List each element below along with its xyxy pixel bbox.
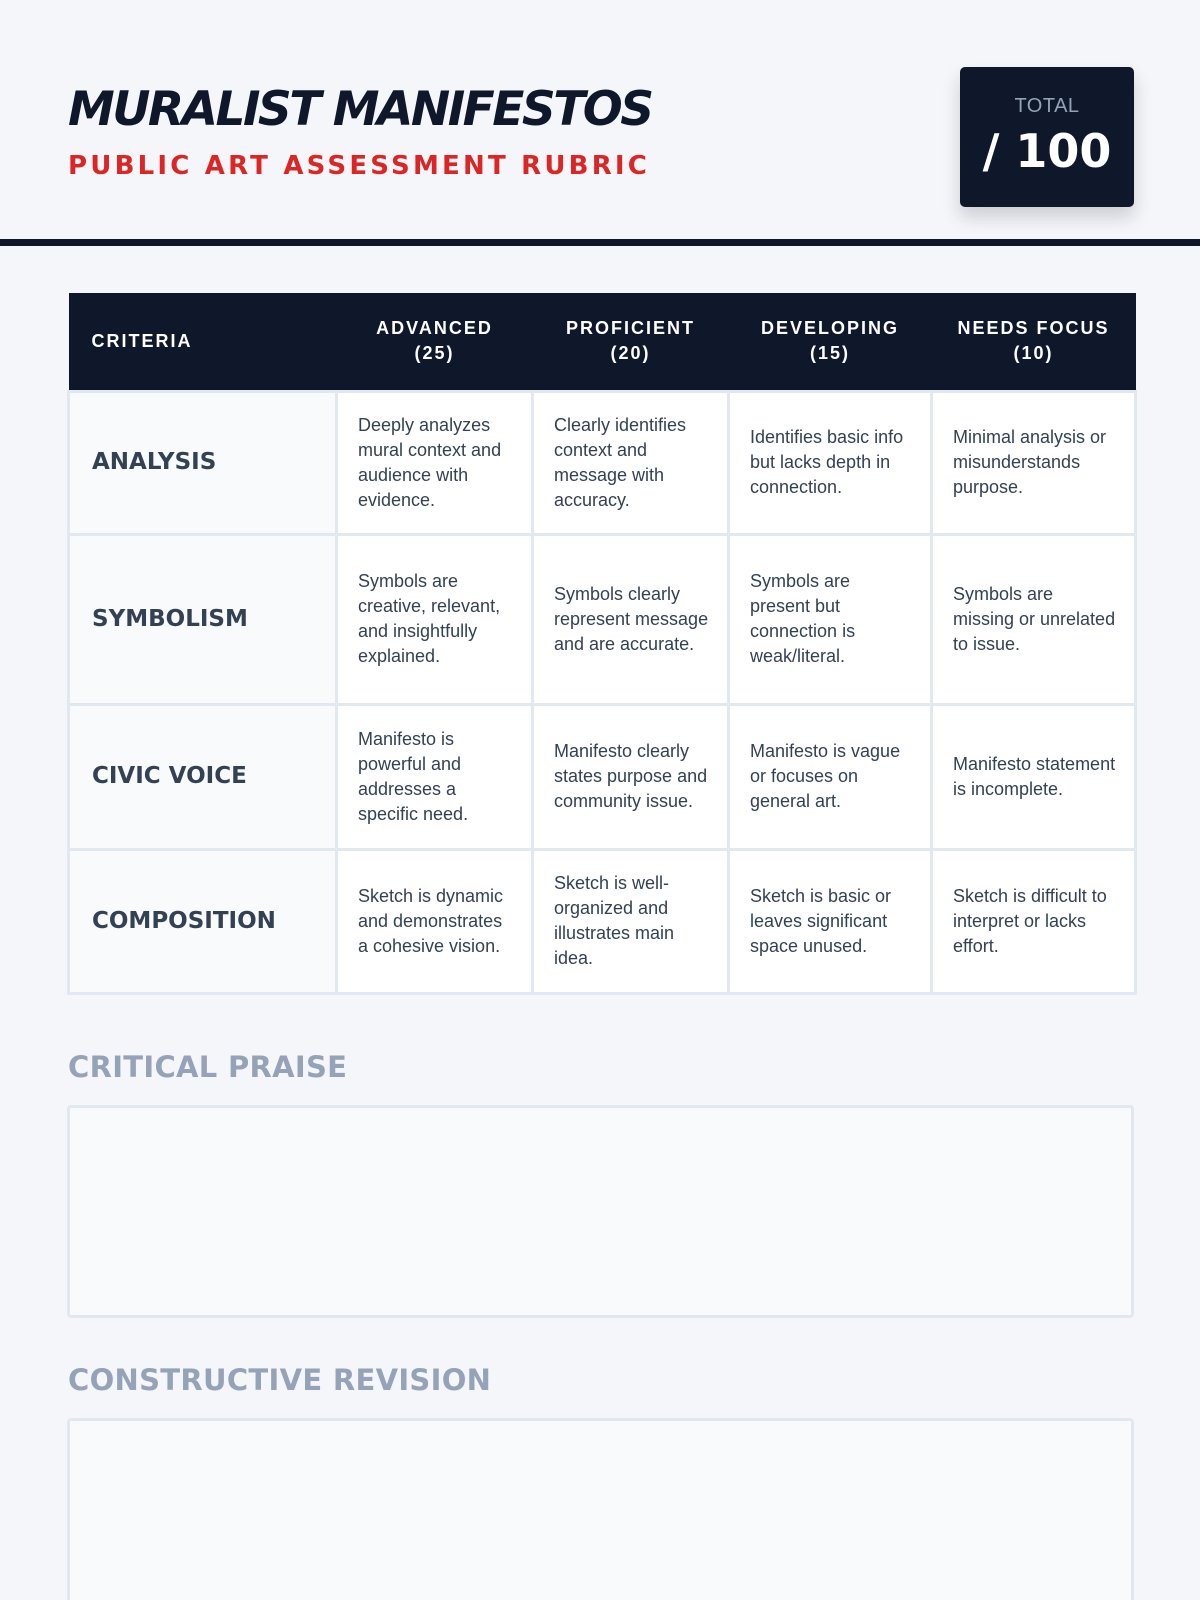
column-header-proficient: PROFICIENT (20) bbox=[533, 293, 729, 391]
rubric-cell: Symbols are present but connection is weak/literal. bbox=[729, 534, 932, 704]
table-row bbox=[69, 391, 1136, 534]
rubric-cell: Manifesto is vague or focuses on general art. bbox=[729, 704, 932, 849]
column-header-needs-focus: NEEDS FOCUS (10) bbox=[932, 293, 1136, 391]
rubric-cell: Minimal analysis or misunderstands purpose. bbox=[932, 391, 1136, 534]
rubric-header-row bbox=[69, 293, 1136, 391]
criterion-civic-voice: CIVIC VOICE bbox=[69, 704, 337, 849]
page-subtitle: PUBLIC ART ASSESSMENT RUBRIC bbox=[68, 151, 651, 181]
constructive-revision-title: CONSTRUCTIVE REVISION bbox=[68, 1363, 492, 1397]
rubric-cell: Identifies basic info but lacks depth in connection. bbox=[729, 391, 932, 534]
table-row bbox=[69, 704, 1136, 849]
critical-praise-box[interactable] bbox=[67, 1105, 1134, 1318]
criterion-analysis: ANALYSIS bbox=[69, 391, 337, 534]
total-score-box bbox=[960, 67, 1134, 207]
rubric-cell: Clearly identifies context and message with accuracy. bbox=[533, 391, 729, 534]
column-header-criteria: CRITERIA bbox=[69, 293, 337, 391]
rubric-table bbox=[67, 293, 1137, 995]
column-header-advanced: ADVANCED (25) bbox=[337, 293, 533, 391]
rubric-cell: Symbols are missing or unrelated to issue. bbox=[932, 534, 1136, 704]
table-row bbox=[69, 849, 1136, 993]
criterion-composition: COMPOSITION bbox=[69, 849, 337, 993]
rubric-cell: Sketch is difficult to interpret or lacks effort. bbox=[932, 849, 1136, 993]
rubric-cell: Symbols clearly represent message and are accurate. bbox=[533, 534, 729, 704]
rubric-cell: Deeply analyzes mural context and audience with evidence. bbox=[337, 391, 533, 534]
column-header-developing: DEVELOPING (15) bbox=[729, 293, 932, 391]
criterion-symbolism: SYMBOLISM bbox=[69, 534, 337, 704]
rubric-cell: Manifesto statement is incomplete. bbox=[932, 704, 1136, 849]
rubric-cell: Sketch is well-organized and illustrates main idea. bbox=[533, 849, 729, 993]
rubric-cell: Sketch is dynamic and demonstrates a cohesive vision. bbox=[337, 849, 533, 993]
constructive-revision-box[interactable] bbox=[67, 1418, 1134, 1600]
total-value: / 100 bbox=[982, 124, 1112, 178]
rubric-cell: Sketch is basic or leaves significant space unused. bbox=[729, 849, 932, 993]
page-title: MURALIST MANIFESTOS bbox=[68, 82, 652, 137]
rubric-cell: Manifesto clearly states purpose and community issue. bbox=[533, 704, 729, 849]
table-row bbox=[69, 534, 1136, 704]
critical-praise-title: CRITICAL PRAISE bbox=[68, 1050, 348, 1084]
total-label: TOTAL bbox=[1014, 95, 1080, 117]
page-header bbox=[0, 0, 1200, 246]
rubric-cell: Symbols are creative, relevant, and insightfully explained. bbox=[337, 534, 533, 704]
rubric-cell: Manifesto is powerful and addresses a specific need. bbox=[337, 704, 533, 849]
